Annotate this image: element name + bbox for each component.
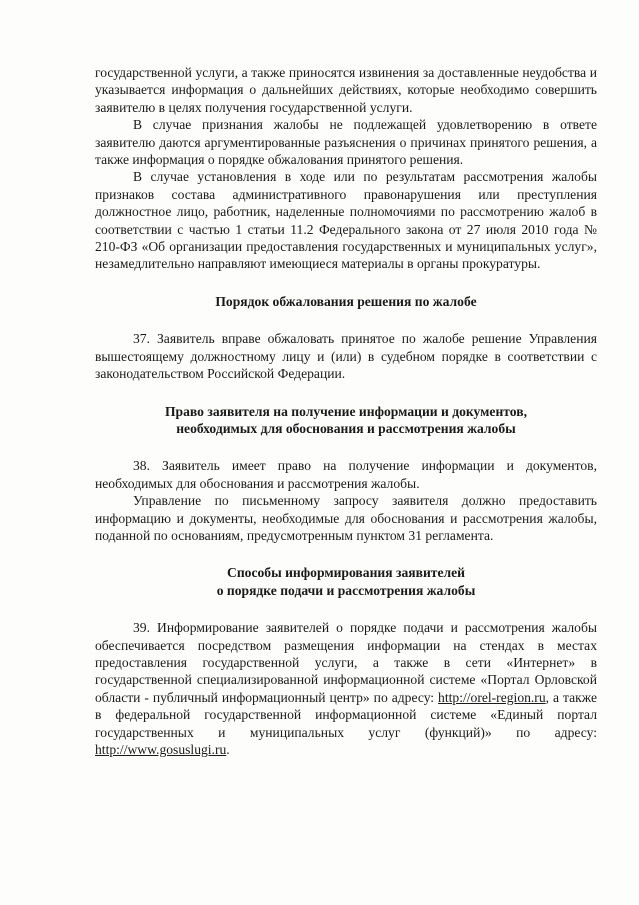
section-heading-right-line2: необходимых для обоснования и рассмотрения жалобы	[176, 420, 516, 436]
paragraph-39	[95, 619, 597, 758]
paragraph-violation: В случае установления в ходе или по результатам рассмотрения жалобы признаков состава административного правонарушения или преступления должностное лицо, работник, наделенные полномочиями по рассмотрению жалоб в соответствии с частью 1 статьи 11.2 Федерального закона от 27 июля 2010 года № 210-ФЗ «Об организации предоставления государственных и муниципальных услуг», незамедлительно направляют имеющиеся материалы в органы прокуратуры.	[95, 169, 597, 272]
paragraph-38-request: Управление по письменному запросу заявителя должно предоставить информацию и документы, необходимые для обоснования и рассмотрения жалобы, поданной по основаниям, предусмотренным пунктом 31 регламента.	[95, 493, 597, 543]
paragraph-38: 38. Заявитель имеет право на получение информации и документов, необходимых для обоснования и рассмотрения жалобы.	[95, 458, 597, 491]
paragraph-39-text-3: .	[226, 742, 230, 757]
section-heading-informing-line2: о порядке подачи и рассмотрения жалобы	[216, 582, 476, 598]
document-body	[95, 64, 597, 758]
paragraph-rejection: В случае признания жалобы не подлежащей удовлетворению в ответе заявителю даются аргументированные разъяснения о причинах принятого решения, а также информация о порядке обжалования принятого решения.	[95, 117, 597, 168]
paragraph-39-text-1: 39. Информирование заявителей о порядке подачи и рассмотрения жалобы обеспечивается посредством размещения информации на стендах в местах предоставления государственной услуги, а также в сети «Интернет» в государственной специализированной информационной системе «Портал Орловской области - публичный информационный центр» по адресу:	[95, 620, 597, 705]
section-heading-right-line1: Право заявителя на получение информации и документов,	[164, 403, 527, 419]
section-heading-informing-line1: Способы информирования заявителей	[227, 565, 465, 581]
paragraph-39-text-2: , а также в федеральной государственной информационной системе «Единый портал государственных и муниципальных услуг (функций)» по адресу:	[95, 689, 597, 740]
section-heading-appeal: Порядок обжалования решения по жалобе	[215, 293, 477, 309]
gosuslugi-link[interactable]: http://www.gosuslugi.ru	[95, 742, 227, 757]
paragraph-37: 37. Заявитель вправе обжаловать принятое по жалобе решение Управления вышестоящему должностному лицу и (или) в судебном порядке в соответствии с законодательством Российской Федерации.	[95, 331, 597, 382]
paragraph-continuation: государственной услуги, а также приносятся извинения за доставленные неудобства и указывается информация о дальнейших действиях, которые необходимо совершить заявителю в целях получения государственной услуги.	[95, 65, 597, 115]
orel-region-link[interactable]: http://orel-region.ru	[438, 689, 546, 705]
